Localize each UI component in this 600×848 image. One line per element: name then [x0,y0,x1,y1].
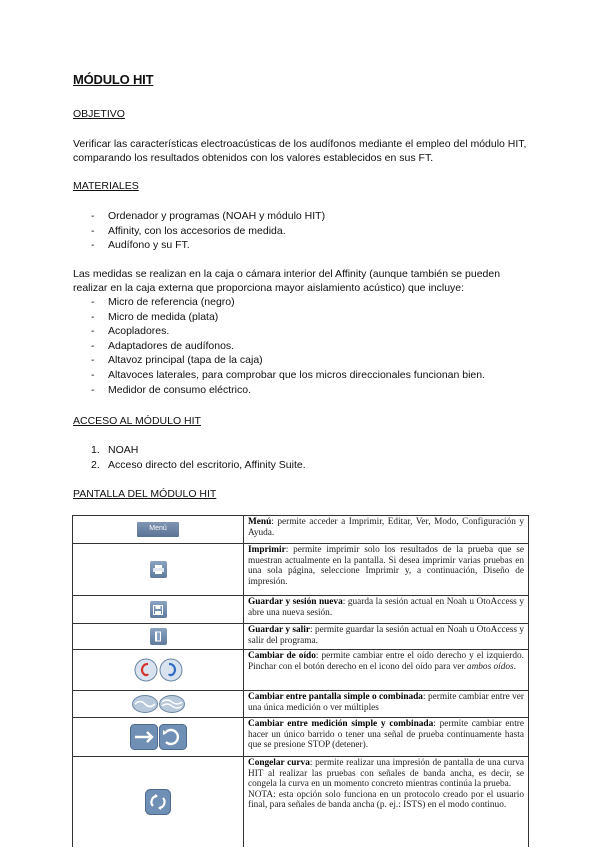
list-item: - Audífono y su FT. [73,238,325,253]
list-item: - Ordenador y programas (NOAH y módulo HIT) [73,209,325,224]
table-row [72,650,529,691]
row-description: Guardar y salir: permite guardar la sesión actual en Noah u OtoAccess y salir del programa. [248,625,524,646]
row-description: Guardar y sesión nueva: guarda la sesión actual en Noah u OtoAccess y abre una nueva sesión. [248,597,524,618]
acceso-list [73,443,306,472]
pantalla-heading: PANTALLA DEL MÓDULO HIT [73,488,217,500]
list-item: - Affinity, con los accesorios de medida. [73,224,325,239]
row-description: Congelar curva: permite realizar una impresión de pantalla de una curva HIT al realizar las pruebas con señales de banda ancha, es decir, se congela la curva en un momento concreto mientras continúa la prueba. NOTA: esta opción solo funciona en un protocolo creado por el usuario final, para señales de banda ancha (p. ej.: ISTS) en el modo continuo. [248,758,524,811]
list-item: - Micro de referencia (negro) [73,295,485,310]
row-description: Cambiar de oído: permite cambiar entre el oído derecho y el izquierdo. Pinchar con el botón derecho en el icono del oído para ver ambos oídos. [248,651,524,672]
table-row [72,596,529,624]
objetivo-text: Verificar las características electroacústicas de los audífonos mediante el empleo del módulo HIT, comparando los resultados obtenidos con los valores establecidos en sus FT. [73,138,527,164]
freeze-curve-icon[interactable] [145,789,171,815]
save-icon[interactable] [150,601,167,618]
medidas-text: Las medidas se realizan en la caja o cámara interior del Affinity (aunque también se pueden realizar en la caja externa que proporciona mayor aislamiento acústico) que incluye: [73,268,501,294]
acceso-heading: ACCESO AL MÓDULO HIT [73,415,201,427]
ear-switch-icon[interactable] [134,658,183,682]
list-item: - Medidor de consumo eléctrico. [73,383,485,398]
materiales-list [73,209,325,253]
list-item: - Acopladores. [73,324,485,339]
list-item: - Micro de medida (plata) [73,310,485,325]
note-text: NOTA: esta opción solo funciona en un protocolo creado por el usuario final, para señales de banda ancha (p. ej.: ISTS) en el modo continuo. [248,789,524,811]
objetivo-heading: OBJETIVO [73,108,125,120]
table-row [72,757,529,847]
screen-mode-icon[interactable] [132,695,185,713]
table-row [72,718,529,757]
list-item: - Adaptadores de audífonos. [73,339,485,354]
row-description: Menú: permite acceder a Imprimir, Editar, Ver, Modo, Configuración y Ayuda. [248,517,524,538]
materiales-heading: MATERIALES [73,180,139,192]
row-description: Imprimir: permite imprimir solo los resultados de la prueba que se muestran actualmente en la pantalla. Si desea imprimir varias pruebas en una sola página, seleccione Imprimir y, a continuación, Diseño de impresión. [248,545,524,587]
list-item: - Altavoces laterales, para comprobar que los micros direccionales funcionan bien. [73,368,485,383]
table-row [72,691,529,718]
table-row [72,544,529,596]
table-row [72,515,529,544]
menu-button-icon[interactable]: Menú [137,522,179,537]
medidas-list [73,295,485,397]
measurement-mode-icon[interactable] [130,724,187,750]
row-description: Cambiar entre pantalla simple o combinada: permite cambiar entre ver una única medición o ver múltiples [248,692,525,713]
table-row [72,624,529,650]
list-item: - Altavoz principal (tapa de la caja) [73,353,485,368]
exit-door-icon[interactable] [150,628,167,645]
printer-icon[interactable] [150,561,167,578]
list-item: 2. Acceso directo del escritorio, Affinity Suite. [91,458,306,471]
row-description: Cambiar entre medición simple y combinada: permite cambiar entre hacer un único barrido o tener una señal de prueba continuamente hasta que se presione STOP (detener). [248,719,525,751]
page-title: MÓDULO HIT [73,72,154,87]
list-item: 1. NOAH [91,444,139,456]
hit-screen-table [72,515,529,847]
